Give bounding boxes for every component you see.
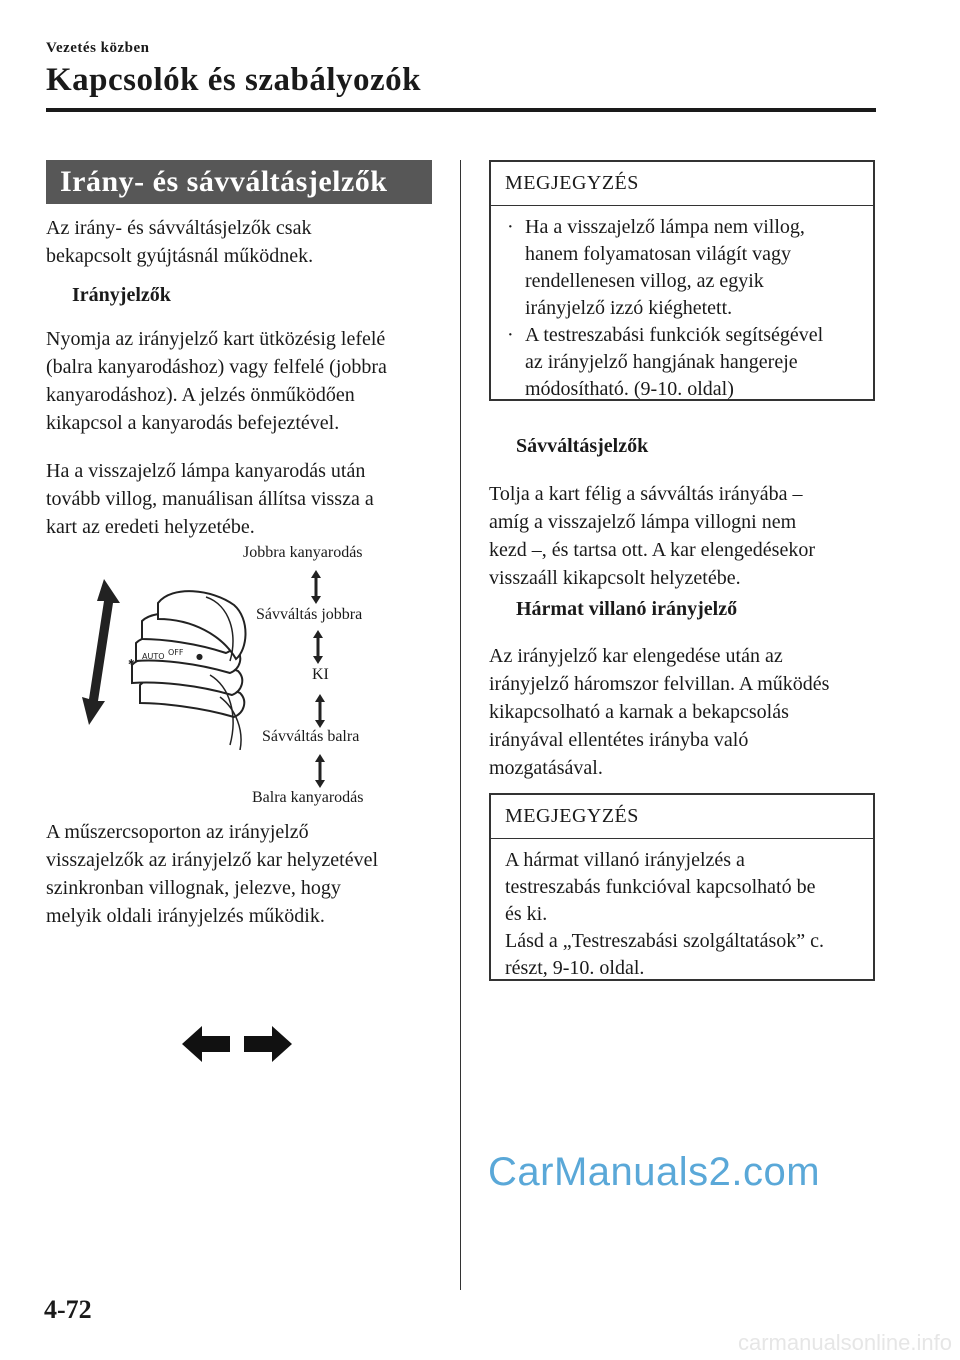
text-line: kikapcsol a kanyarodás befejeztével. bbox=[46, 412, 340, 434]
note-bullet bbox=[505, 214, 861, 322]
lane-change-paragraph bbox=[489, 480, 815, 592]
text-line: szinkronban villognak, jelezve, hogy bbox=[46, 877, 341, 899]
arrow-right-icon bbox=[244, 1026, 292, 1062]
page-title: Kapcsolók és szabályozók bbox=[46, 62, 422, 98]
double-arrow-icon bbox=[311, 570, 321, 604]
note-title: MEGJEGYZÉS bbox=[491, 162, 873, 206]
up-down-arrow-icon bbox=[82, 579, 120, 725]
note-box-2 bbox=[489, 793, 875, 981]
footer-site-watermark: carmanualsonline.info bbox=[737, 1330, 952, 1355]
page-number: 4-72 bbox=[44, 1295, 92, 1324]
page-navigation-arrows bbox=[182, 1024, 292, 1064]
turn-signal-paragraph bbox=[46, 325, 387, 437]
lever-illustration bbox=[80, 575, 250, 750]
text-line: irányjelző háromszor felvillan. A működés bbox=[489, 673, 830, 695]
text-line: irányjelző izzó kiéghetett. bbox=[525, 297, 733, 319]
bullet-icon: · bbox=[507, 216, 514, 238]
text-line: melyik oldali irányjelzés működik. bbox=[46, 905, 325, 927]
text-line: testreszabás funkcióval kapcsolható be bbox=[505, 876, 816, 898]
text-line: A testreszabási funkciók segítségével bbox=[525, 324, 824, 346]
watermark-logo: CarManuals2.com bbox=[488, 1150, 821, 1194]
note-bullet bbox=[505, 322, 861, 403]
turn-signal-heading: Irányjelzők bbox=[72, 284, 171, 306]
column-divider bbox=[460, 160, 461, 1290]
text-line: Ha a visszajelző lámpa nem villog, bbox=[525, 216, 805, 238]
text-line: és ki. bbox=[505, 903, 548, 925]
label-lane-left: Sávváltás balra bbox=[262, 728, 360, 745]
text-line: visszajelzők az irányjelző kar helyzetével bbox=[46, 849, 379, 871]
text-line: mozgatásával. bbox=[489, 757, 603, 779]
text-line: módosítható. (9-10. oldal) bbox=[525, 378, 734, 400]
text-line: részt, 9-10. oldal. bbox=[505, 957, 645, 979]
text-line: hanem folyamatosan világít vagy bbox=[525, 243, 792, 265]
text-line: Nyomja az irányjelző kart ütközésig lefelé bbox=[46, 328, 386, 350]
double-arrow-icon bbox=[315, 694, 325, 728]
note-box-1 bbox=[489, 160, 875, 401]
indicator-paragraph bbox=[46, 818, 378, 930]
intro-paragraph bbox=[46, 214, 313, 270]
section-header: Irány- és sávváltásjelzők bbox=[46, 160, 432, 204]
arrow-left-icon bbox=[182, 1026, 230, 1062]
note-body bbox=[491, 839, 873, 992]
triple-flash-heading: Hármat villanó irányjelző bbox=[516, 598, 738, 620]
text-line: kart az eredeti helyzetébe. bbox=[46, 516, 255, 538]
text-line: A műszercsoporton az irányjelző bbox=[46, 821, 309, 843]
text-line: az irányjelző hangjának hangereje bbox=[525, 351, 798, 373]
svg-text:●: ● bbox=[196, 652, 203, 661]
text-line: irányával ellentétes irányba való bbox=[489, 729, 749, 751]
text-line: Az irányjelző kar elengedése után az bbox=[489, 645, 783, 667]
label-off: KI bbox=[312, 666, 329, 683]
svg-text:OFF: OFF bbox=[168, 648, 184, 657]
title-rule bbox=[46, 108, 876, 112]
text-line: kezd –, és tartsa ott. A kar elengedésekor bbox=[489, 539, 815, 561]
note-body bbox=[491, 206, 873, 413]
label-left-turn: Balra kanyarodás bbox=[252, 789, 364, 806]
text-line: Tolja a kart félig a sávváltás irányába – bbox=[489, 483, 803, 505]
text-line: (balra kanyarodáshoz) vagy felfelé (jobbra bbox=[46, 356, 387, 378]
text-line: A hármat villanó irányjelzés a bbox=[505, 849, 745, 871]
text-line: Az irány- és sávváltásjelzők csak bbox=[46, 217, 312, 239]
text-line: Ha a visszajelző lámpa kanyarodás után bbox=[46, 460, 366, 482]
double-arrow-icon bbox=[315, 754, 325, 788]
double-arrow-icon bbox=[313, 630, 323, 664]
breadcrumb: Vezetés közben bbox=[46, 40, 150, 56]
text-line: tovább villog, manuálisan állítsa vissza a bbox=[46, 488, 374, 510]
note-title: MEGJEGYZÉS bbox=[491, 795, 873, 839]
reset-paragraph bbox=[46, 457, 374, 541]
text-line: bekapcsolt gyújtásnál működnek. bbox=[46, 245, 314, 267]
light-symbol-icon: ✱ bbox=[128, 658, 135, 667]
lane-change-heading: Sávváltásjelzők bbox=[516, 435, 649, 457]
text-line: Lásd a „Testreszabási szolgáltatások” c. bbox=[505, 930, 825, 952]
text-line: rendellenesen villog, az egyik bbox=[525, 270, 764, 292]
text-line: kikapcsolható a karnak a bekapcsolás bbox=[489, 701, 789, 723]
text-line: kanyarodáshoz). A jelzés önműködően bbox=[46, 384, 355, 406]
bullet-icon: · bbox=[507, 324, 514, 346]
svg-text:AUTO: AUTO bbox=[142, 652, 165, 661]
text-line: visszaáll kikapcsolt helyzetébe. bbox=[489, 567, 741, 589]
text-line: amíg a visszajelző lámpa villogni nem bbox=[489, 511, 797, 533]
triple-flash-paragraph bbox=[489, 642, 829, 782]
label-right-turn: Jobbra kanyarodás bbox=[243, 544, 363, 561]
label-lane-right: Sávváltás jobbra bbox=[256, 606, 363, 623]
